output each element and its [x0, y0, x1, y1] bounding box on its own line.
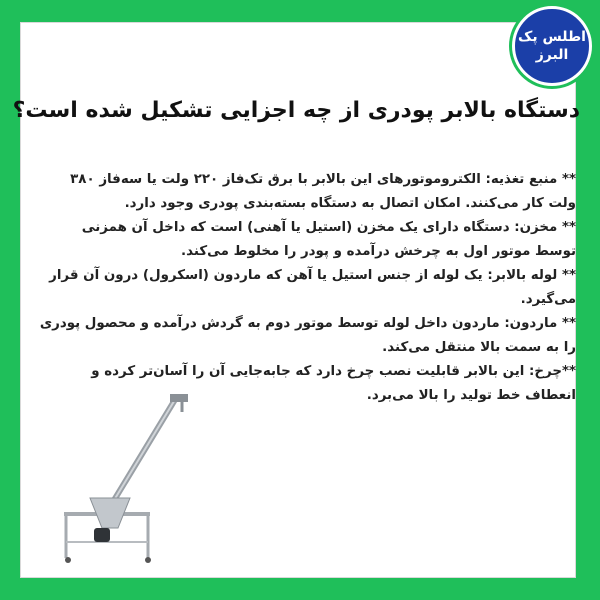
page-title: دستگاه بالابر پودری از چه اجزایی تشکیل شده است؟ [12, 98, 580, 123]
screw-conveyor-machine-image [58, 390, 198, 565]
paragraph-screw: ** ماردون: ماردون داخل لوله توسط موتور دوم به گردش درآمده و محصول پودری را به سمت بالا منتقل می‌کند. [39, 316, 576, 355]
paragraph-tank: ** مخزن: دستگاه دارای یک مخزن (استیل یا آهنی) است که داخل آن همزنی توسط موتور اول به چرخش درآمده و پودر را مخلوط می‌کند. [81, 220, 576, 259]
paragraph-power-supply: ** منبع تغذیه: الکتروموتورهای این بالابر با برق تک‌فاز ۲۲۰ ولت یا سه‌فاز ۳۸۰ ولت کار می‌کنند. امکان اتصال به دستگاه بسته‌بندی پودری وجود دارد. [70, 172, 576, 211]
paragraph-lift-pipe: ** لوله بالابر: یک لوله از جنس استیل یا آهن که ماردون (اسکرول) درون آن قرار می‌گیرد. [49, 268, 576, 307]
brand-name-line1: اطلس پک [518, 29, 586, 45]
paragraph-wheel: **چرخ: این بالابر قابلیت نصب چرخ دارد که جابه‌جایی آن را آسان‌تر کرده و انعطاف خط تولید را بالا می‌برد. [91, 364, 576, 403]
brand-logo-badge [512, 6, 592, 86]
description-text [38, 168, 576, 408]
brand-name-line2: البرز [535, 47, 569, 63]
